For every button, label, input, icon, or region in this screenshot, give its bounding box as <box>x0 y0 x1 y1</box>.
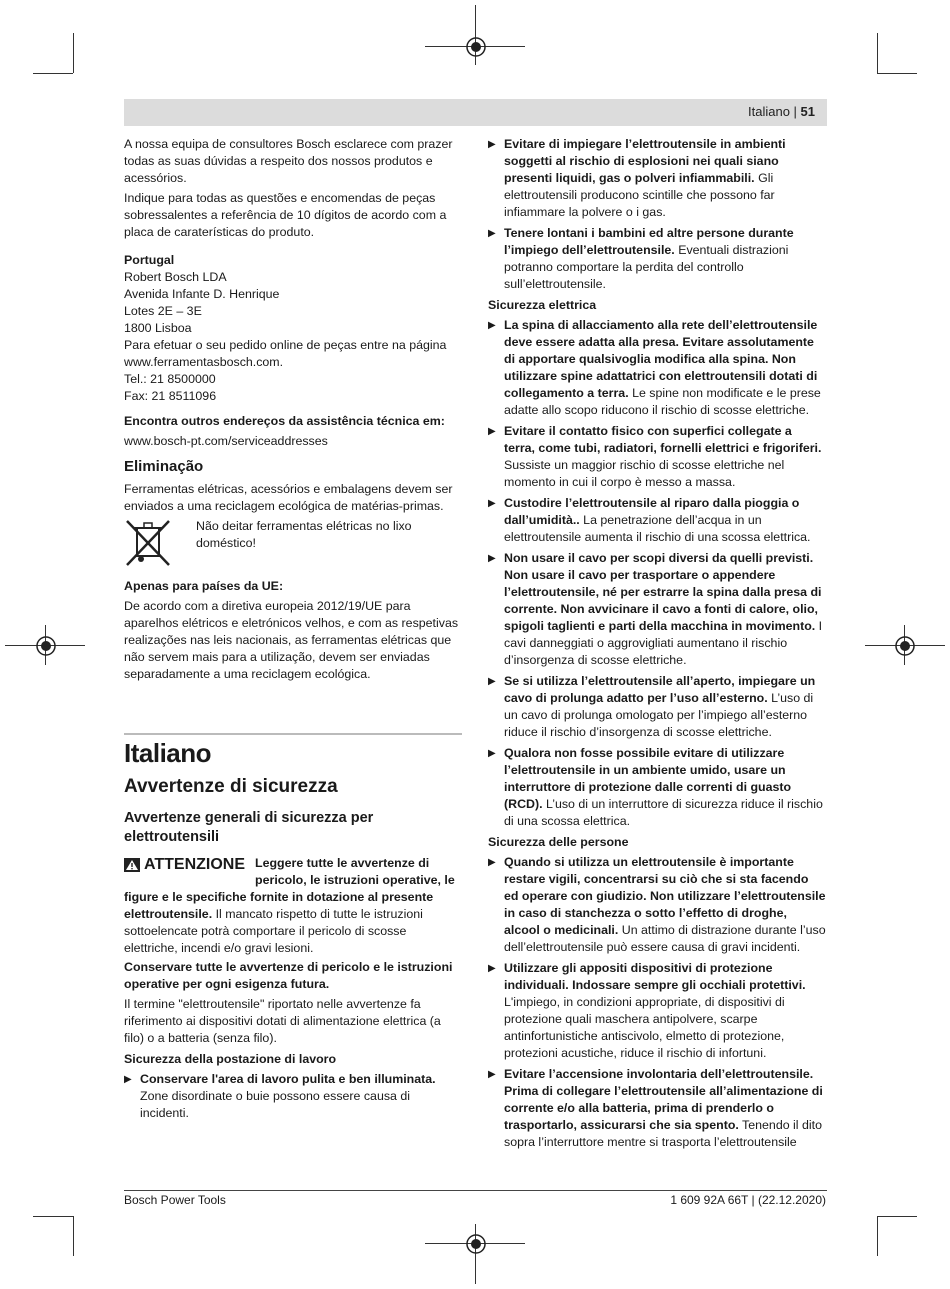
safety-heading: Avvertenze di sicurezza <box>124 776 338 797</box>
list-item-bold: Quando si utilizza un elettroutensile è importante restare vigili, concentrarsi su ciò che si sta facendo ed operare con giudizio. Non utilizzare l’elettroutensile in caso di stanchezza o sotto l’effetto di droghe, alcool o medicinali. <box>504 855 826 937</box>
list-item-text: L'impiego, in condizioni appropriate, di dispositivi di protezione quali maschera antipolvere, scarpe antinfortunistiche antiscivolo, elmetto di protezione, protezioni acustiche, riduce il rischio di infortuni. <box>504 995 785 1060</box>
list-item-bold: Non usare il cavo per scopi diversi da quelli previsti. Non usare il cavo per trasportare o appendere l’elettroutensile, né per estrarre la spina dalla presa di corrente. Non avvicinare il cavo a fonti di calore, olio, spigoli taglienti e parti della macchina in movimento. <box>504 551 822 633</box>
address-line: Lotes 2E – 3E <box>124 304 202 318</box>
crop-mark <box>33 73 73 74</box>
list-item-bold: Utilizzare gli appositi dispositivi di protezione individuali. Indossare sempre gli occhiali protettivi. <box>504 961 806 992</box>
footer-brand: Bosch Power Tools <box>124 1193 226 1207</box>
list-item-bold: Evitare l’accensione involontaria dell’elettroutensile. Prima di collegare l’elettroutensile all’alimentazione di corrente e/o alla batteria, prima di prenderlo o trasportarlo, assicurarsi che sia spento. <box>504 1067 823 1132</box>
address-line: Robert Bosch LDA <box>124 270 227 284</box>
personal-safety-heading: Sicurezza delle persone <box>488 835 629 849</box>
registration-mark-icon <box>465 36 487 58</box>
list-item <box>488 423 826 491</box>
list-item <box>488 136 826 221</box>
list-item-bold: Conservare l'area di lavoro pulita e ben illuminata. <box>140 1072 436 1086</box>
address-url: www.ferramentasbosch.com. <box>124 355 284 369</box>
crop-mark <box>877 1216 878 1256</box>
crop-mark <box>73 33 74 73</box>
address-fax: Fax: 21 8511096 <box>124 389 217 403</box>
service-addresses-url: www.bosch-pt.com/serviceaddresses <box>124 434 328 448</box>
eu-heading: Apenas para países da UE: <box>124 579 284 593</box>
address-line: Avenida Infante D. Henrique <box>124 287 280 301</box>
list-item-text: Zone disordinate o buie possono essere causa di incidenti. <box>140 1089 411 1120</box>
list-item <box>488 1066 826 1151</box>
eu-text: De acordo com a diretiva europeia 2012/19/UE para aparelhos elétricos e eletrónicos velhos, e com as respetivas realizações nas leis nacionais, as ferramentas elétricas que não servem mais para a utilização, devem ser enviadas separadamente a uma reciclagem ecológica. <box>124 599 459 681</box>
right-column <box>488 136 826 1155</box>
warning-label-text: ATTENZIONE <box>144 856 246 873</box>
page-number: 51 <box>800 104 815 119</box>
address-line: 1800 Lisboa <box>124 321 192 335</box>
list-item <box>488 960 826 1062</box>
list-item-bold: Evitare il contatto fisico con superfici collegate a terra, come tubi, radiatori, fornelli elettrici e frigoriferi. <box>504 424 822 455</box>
list-item <box>488 550 826 669</box>
list-item-text: Sussiste un maggior rischio di scosse elettriche nel momento in cui il corpo è messo a massa. <box>504 458 785 489</box>
crop-mark <box>877 1216 917 1217</box>
list-item-text: L’uso di un interruttore di sicurezza riduce il rischio di una scossa elettrica. <box>504 797 823 828</box>
registration-mark-icon <box>35 635 57 657</box>
list-item <box>488 225 826 293</box>
electrical-safety-heading: Sicurezza elettrica <box>488 298 597 312</box>
list-item-bold: Qualora non fosse possibile evitare di utilizzare l’elettroutensile in un ambiente umido, usare un interruttore di protezione dalle correnti di guasto (RCD). <box>504 746 792 811</box>
footer-rule <box>124 1190 827 1191</box>
weee-block <box>124 518 462 568</box>
header-language: Italiano <box>748 104 790 119</box>
service-addresses-heading: Encontra outros endereços da assistência técnica em: <box>124 414 445 428</box>
registration-mark-icon <box>465 1233 487 1255</box>
paragraph: A nossa equipa de consultores Bosch esclarece com prazer todas as suas dúvidas a respeito dos nossos produtos e acessórios. <box>124 137 453 185</box>
crop-mark <box>877 33 878 73</box>
warning-label <box>124 856 245 873</box>
language-title: Italiano <box>124 738 212 768</box>
list-item-text: La penetrazione dell’acqua in un elettroutensile aumenta il rischio di una scossa elettrica. <box>504 513 811 544</box>
warning-triangle-icon <box>124 858 140 872</box>
crossed-bin-icon <box>124 518 172 568</box>
weee-text: Não deitar ferramentas elétricas no lixo doméstico! <box>196 519 412 550</box>
section-divider <box>124 733 462 735</box>
address-line: Para efetuar o seu pedido online de peças entre na página <box>124 338 447 352</box>
paragraph: Indique para todas as questões e encomendas de peças sobressalentes a referência de 10 dígitos de acordo com a placa de caraterísticas do produto. <box>124 191 447 239</box>
list-item <box>488 495 826 546</box>
registration-mark-icon <box>894 635 916 657</box>
list-item-bold: Evitare di impiegare l’elettroutensile in ambienti soggetti al rischio di esplosioni nei quali siano presenti liquidi, gas o polveri infiammabili. <box>504 137 786 185</box>
list-item-text: Eventuali distrazioni potranno comportare la perdita del controllo sull’elettroutensile. <box>504 243 789 291</box>
list-item-bold: Custodire l’elettroutensile al riparo dalla pioggia o dall’umidità.. <box>504 496 800 527</box>
list-item <box>488 854 826 956</box>
warning-text: Il mancato rispetto di tutte le istruzioni sottoelencate potrà comportare il pericolo di scosse elettriche, incendi e/o gravi lesioni. <box>124 907 423 955</box>
left-column <box>124 136 462 1126</box>
disposal-text: Ferramentas elétricas, acessórios e embalagens devem ser enviados a uma reciclagem ecológica de matérias-primas. <box>124 482 453 513</box>
crop-mark <box>33 1216 73 1217</box>
general-safety-heading: Avvertenze generali di sicurezza per elettroutensili <box>124 810 374 845</box>
list-item-text: I cavi danneggiati o aggrovigliati aumentano il rischio d’insorgenza di scosse elettriche. <box>504 619 823 667</box>
workplace-heading: Sicurezza della postazione di lavoro <box>124 1052 337 1066</box>
list-item-text: Tenendo il dito sopra l’interruttore mentre si trasporta l’elettroutensile <box>504 1118 822 1149</box>
list-item-bold: Tenere lontani i bambini ed altre persone durante l’impiego dell’elettroutensile. <box>504 226 794 257</box>
disposal-heading: Eliminação <box>124 458 204 475</box>
page-header <box>124 99 827 126</box>
warning-paragraph <box>124 855 462 957</box>
address-country: Portugal <box>124 253 175 267</box>
address-phone: Tel.: 21 8500000 <box>124 372 216 386</box>
footer-doc-id: 1 609 92A 66T | (22.12.2020) <box>670 1193 826 1207</box>
term-definition-text: Il termine "elettroutensile" riportato nelle avvertenze fa riferimento ai dispositivi dotati di alimentazione elettrica (a filo) o a batteria (senza filo). <box>124 997 441 1045</box>
list-item <box>488 745 826 830</box>
list-item <box>488 317 826 419</box>
list-item-text: Le spine non modificate e le prese adatte allo scopo riducono il rischio di scosse elettriche. <box>504 386 821 417</box>
header-language-page: Italiano | 51 <box>748 104 815 119</box>
list-item-text: Un attimo di distrazione durante l’uso dell’elettroutensile può essere causa di gravi incidenti. <box>504 923 826 954</box>
crop-mark <box>73 1216 74 1256</box>
crop-mark <box>877 73 917 74</box>
list-item <box>488 673 826 741</box>
keep-instructions-text: Conservare tutte le avvertenze di pericolo e le istruzioni operative per ogni esigenza futura. <box>124 960 453 991</box>
warning-bold-text: Leggere tutte le avvertenze di pericolo, le istruzioni operative, le figure e le specifiche fornite in dotazione al presente elettroutensile. <box>124 856 455 921</box>
list-item-bold: Se si utilizza l’elettroutensile all’aperto, impiegare un cavo di prolunga adatto per l’uso all’esterno. <box>504 674 816 705</box>
list-item-bold: La spina di allacciamento alla rete dell’elettroutensile deve essere adatta alla presa. Evitare assolutamente di apportare qualsivoglia modifica alla spina. Non utilizzare spine adattatrici con elettroutensili dotati di collegamento a terra. <box>504 318 818 400</box>
list-item <box>124 1071 462 1122</box>
list-item-text: Gli elettroutensili producono scintille che possono far infiammare la polvere o i gas. <box>504 171 775 219</box>
list-item-text: L’uso di un cavo di prolunga omologato per l’impiego all’esterno riduce il rischio d’insorgenza di scosse elettriche. <box>504 691 814 739</box>
